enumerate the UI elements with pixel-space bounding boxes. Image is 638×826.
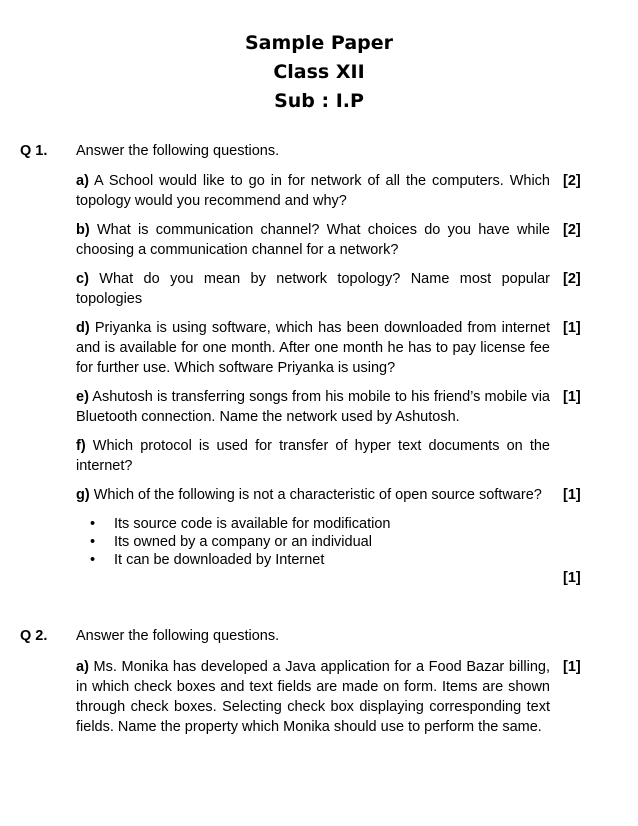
class-line: Class XII xyxy=(273,61,365,83)
part-letter: e) xyxy=(76,389,89,405)
part-text: What is communication channel? What choices do you have while choosing a communication channel for a network? xyxy=(76,222,550,258)
option-text: Its owned by a company or an individual xyxy=(114,534,372,550)
q1-part-a xyxy=(76,171,550,211)
bullet-icon: • xyxy=(90,552,96,568)
part-letter: b) xyxy=(76,222,90,238)
q1-part-c-marks: [2] xyxy=(563,271,581,287)
q1-part-g xyxy=(76,485,550,505)
part-letter: g) xyxy=(76,487,90,503)
q1-part-d-marks: [1] xyxy=(563,320,581,336)
part-letter: a) xyxy=(76,659,89,675)
part-text: Priyanka is using software, which has been downloaded from internet and is available for one month. After one month he has to pay license fee for further use. Which software Priyanka is using? xyxy=(76,320,550,376)
q1-part-g-marks: [1] xyxy=(563,487,581,503)
bullet-icon: • xyxy=(90,516,96,532)
part-letter: f) xyxy=(76,438,86,454)
q1-part-a-marks: [2] xyxy=(563,173,581,189)
part-text: Which protocol is used for transfer of hyper text documents on the internet? xyxy=(76,438,550,474)
part-text: A School would like to go in for network of all the computers. Which topology would you recommend and why? xyxy=(76,173,550,209)
paper-header xyxy=(0,29,638,116)
question-1-intro: Answer the following questions. xyxy=(76,143,280,159)
part-letter: a) xyxy=(76,173,89,189)
option-item xyxy=(90,551,390,569)
part-letter: c) xyxy=(76,271,89,287)
paper-title: Sample Paper xyxy=(244,32,393,54)
q1-part-e xyxy=(76,387,550,427)
option-text: It can be downloaded by Internet xyxy=(114,552,325,568)
q1-part-d xyxy=(76,318,550,378)
question-1-number: Q 1. xyxy=(20,143,48,159)
question-2-intro: Answer the following questions. xyxy=(76,628,280,644)
option-item xyxy=(90,515,390,533)
q1-part-c xyxy=(76,269,550,309)
q2-part-a-marks: [1] xyxy=(563,659,581,675)
part-text: Which of the following is not a characteristic of open source software? xyxy=(89,487,542,503)
option-item xyxy=(90,533,390,551)
part-text: Ashutosh is transferring songs from his mobile to his friend’s mobile via Bluetooth connection. Name the network used by Ashutosh. xyxy=(76,389,550,425)
subject-line: Sub : I.P xyxy=(274,90,364,112)
q1-part-g-options xyxy=(90,515,390,569)
question-2-number: Q 2. xyxy=(20,628,48,644)
q1-part-e-marks: [1] xyxy=(563,389,581,405)
q1-extra-marks: [1] xyxy=(563,570,581,586)
part-letter: d) xyxy=(76,320,90,336)
q1-part-b-marks: [2] xyxy=(563,222,581,238)
part-text: What do you mean by network topology? Name most popular topologies xyxy=(76,271,550,307)
part-text: Ms. Monika has developed a Java application for a Food Bazar billing, in which check boxes and text fields are made on form. Items are shown through check boxes. Selecting check box displaying corresponding text fields. Name the property which Monika should use to perform the same. xyxy=(76,659,550,735)
q2-part-a xyxy=(76,657,550,737)
bullet-icon: • xyxy=(90,534,96,550)
option-text: Its source code is available for modification xyxy=(114,516,391,532)
q1-part-f xyxy=(76,436,550,476)
q1-part-b xyxy=(76,220,550,260)
